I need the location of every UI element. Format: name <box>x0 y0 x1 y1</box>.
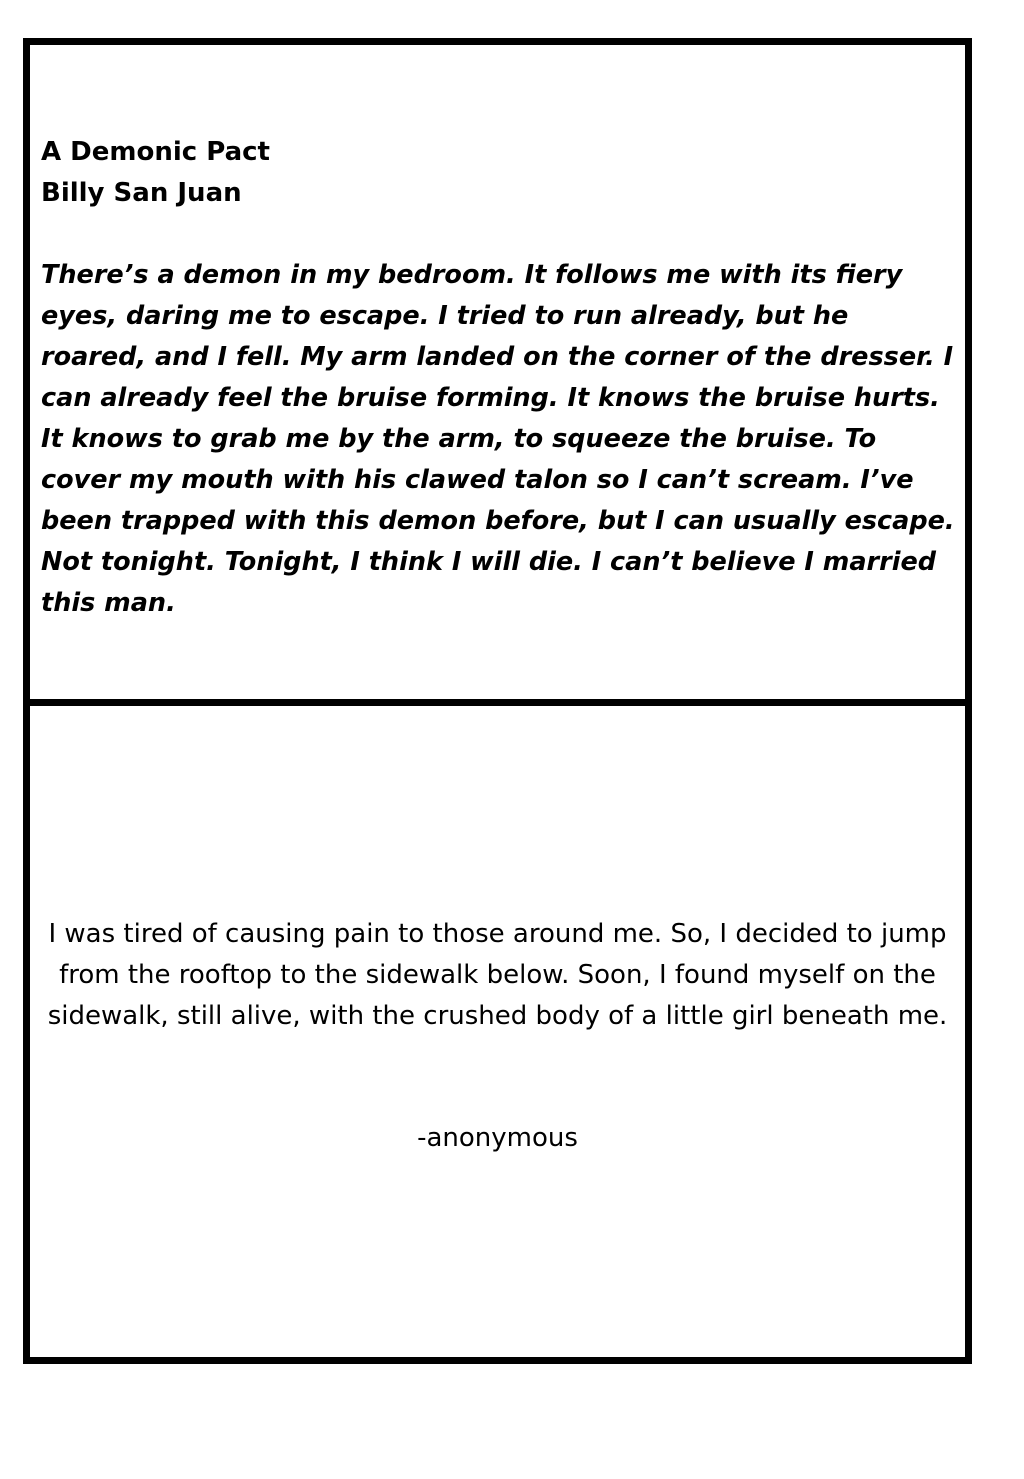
quote-panel <box>23 699 972 1364</box>
quote-attribution: -anonymous <box>417 1123 578 1153</box>
quote-body: I was tired of causing pain to those around me. So, I decided to jump from the rooftop to the sidewalk below. Soon, I found myself on the sidewalk, still alive, with the crushed body of a little girl beneath me. <box>47 919 948 1031</box>
story-panel <box>23 38 972 706</box>
story-body: There’s a demon in my bedroom. It follows me with its fiery eyes, daring me to escape. I tried to run already, but he roared, and I fell. My arm landed on the corner of the dresser. I can already feel the bruise forming. It knows the bruise hurts. It knows to grab me by the arm, to squeeze the bruise. To cover my mouth with his clawed talon so I can’t scream. I’ve been trapped with this demon before, but I can usually escape. Not tonight. Tonight, I think I will die. I can’t believe I married this man. <box>41 260 955 618</box>
story-title: A Demonic Pact <box>41 137 270 167</box>
story-author: Billy San Juan <box>41 178 242 208</box>
